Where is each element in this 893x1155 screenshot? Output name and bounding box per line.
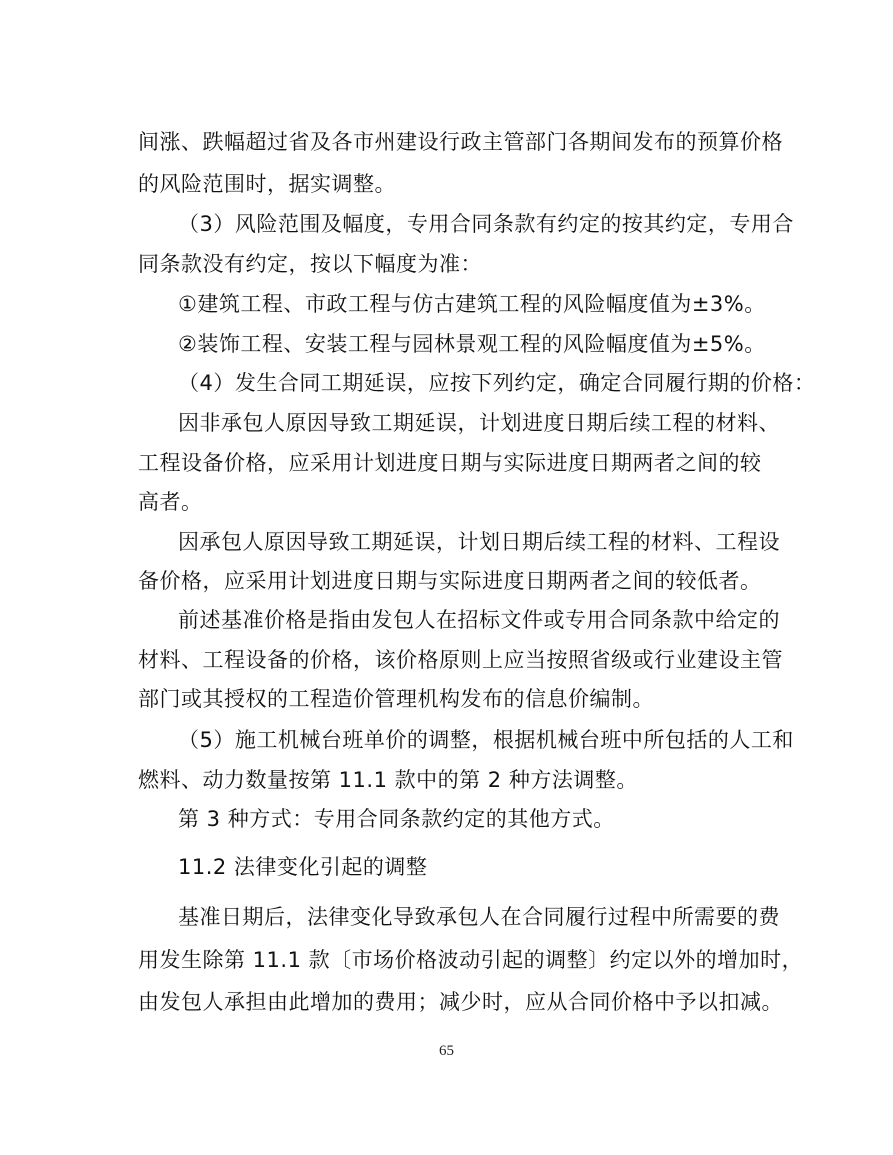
text-line: 用发生除第 11.1 款〔市场价格波动引起的调整〕约定以外的增加时， (138, 948, 804, 972)
text-line: 因承包人原因导致工期延误，计划日期后续工程的材料、工程设 (178, 530, 780, 554)
text-line: 由发包人承担由此增加的费用；减少时，应从合同价格中予以扣减。 (138, 990, 783, 1014)
page-number: 65 (439, 1043, 454, 1059)
text-line: 基准日期后，法律变化导致承包人在合同履行过程中所需要的费 (178, 905, 780, 929)
text-line: 同条款没有约定，按以下幅度为准： (138, 252, 482, 276)
text-line: 因非承包人原因导致工期延误，计划进度日期后续工程的材料、 (178, 411, 780, 435)
text-line: 前述基准价格是指由发包人在招标文件或专用合同条款中给定的 (178, 608, 780, 632)
text-line: 工程设备价格，应采用计划进度日期与实际进度日期两者之间的较 (138, 451, 762, 475)
text-line: 第 3 种方式：专用合同条款约定的其他方式。 (178, 807, 615, 831)
text-line: （3）风险范围及幅度，专用合同条款有约定的按其约定，专用合 (178, 212, 794, 236)
text-line: 高者。 (138, 490, 203, 514)
text-line: （4）发生合同工期延误，应按下列约定，确定合同履行期的价格： (178, 371, 816, 395)
text-line: 部门或其授权的工程造价管理机构发布的信息价编制。 (138, 687, 654, 711)
text-line: （5）施工机械台班单价的调整，根据机械台班中所包括的人工和 (178, 728, 794, 752)
section-heading: 11.2 法律变化引起的调整 (178, 855, 428, 879)
text-line: ①建筑工程、市政工程与仿古建筑工程的风险幅度值为±3%。 (178, 292, 766, 316)
text-line: 燃料、动力数量按第 11.1 款中的第 2 种方法调整。 (138, 768, 638, 792)
text-line: 的风险范围时，据实调整。 (138, 172, 396, 196)
text-line: 间涨、跌幅超过省及各市州建设行政主管部门各期间发布的预算价格 (138, 130, 783, 154)
text-line: 材料、工程设备的价格，该价格原则上应当按照省级或行业建设主管 (138, 648, 783, 672)
text-line: ②装饰工程、安装工程与园林景观工程的风险幅度值为±5%。 (178, 332, 766, 356)
text-line: 备价格，应采用计划进度日期与实际进度日期两者之间的较低者。 (138, 569, 762, 593)
